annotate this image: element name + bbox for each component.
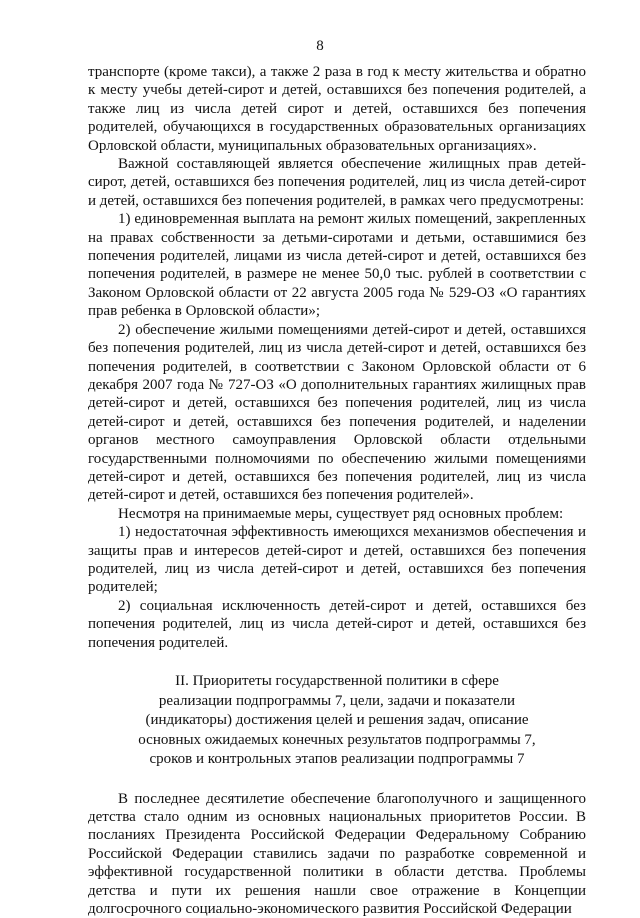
section-heading-line: сроков и контрольных этапов реализации подпрограммы 7 <box>88 750 586 770</box>
paragraph-problem-1: 1) недостаточная эффективность имеющихся механизмов обеспечения и защиты прав и интересов детей-сирот и детей, оставшихся без попечения родителей, лиц из числа детей-сирот и детей, оставшихся без попечения родителей; <box>88 523 586 597</box>
paragraph-problem-2: 2) социальная исключенность детей-сирот и детей, оставшихся без попечения родителей, лиц из числа детей-сирот и детей, оставшихся без попечения родителей. <box>88 597 586 652</box>
paragraph-continuation: транспорте (кроме такси), а также 2 раза в год к месту жительства и обратно к месту учебы детей-сирот и детей, оставшихся без попечения родителей, а также лиц из числа детей сирот и детей, оставшихся без попечения родителей, обучающихся в государственных образовательных организациях Орловской области, муниципальных образовательных организациях». <box>88 63 586 155</box>
paragraph-problems-intro: Несмотря на принимаемые меры, существует ряд основных проблем: <box>88 505 586 523</box>
section-heading-line: (индикаторы) достижения целей и решения задач, описание <box>88 711 586 731</box>
section-heading-line: II. Приоритеты государственной политики в сфере <box>88 672 586 692</box>
paragraph-housing-rights: Важной составляющей является обеспечение жилищных прав детей-сирот, детей, оставшихся без попечения родителей, лиц из числа детей-сирот и детей, оставшихся без попечения родителей, в рамках чего предусмотрены: <box>88 155 586 210</box>
section-heading-line: основных ожидаемых конечных результатов подпрограммы 7, <box>88 731 586 751</box>
page-number: 8 <box>0 38 640 55</box>
page-content <box>88 63 586 918</box>
section-heading-line: реализации подпрограммы 7, цели, задачи и показатели <box>88 692 586 712</box>
paragraph-priorities: В последнее десятилетие обеспечение благополучного и защищенного детства стало одним из основных национальных приоритетов России. В посланиях Президента Российской Федерации Федеральному Собранию Российской Федерации ставились задачи по разработке современной и эффективной государственной политики в области детства. Проблемы детства и пути их решения нашли свое отражение в Концепции долгосрочного социально-экономического развития Российской Федерации <box>88 790 586 918</box>
paragraph-list-item-2: 2) обеспечение жилыми помещениями детей-сирот и детей, оставшихся без попечения родителей, лиц из числа детей-сирот и детей, оставшихся без попечения родителей, в соответствии с Законом Орловской области от 6 декабря 2007 года № 727-ОЗ «О дополнительных гарантиях жилищных прав детей-сирот и детей, оставшихся без попечения родителей, лиц из числа детей-сирот и детей, оставшихся без попечения родителей, и наделении органов местного самоуправления Орловской области отдельными государственными полномочиями по обеспечению жилыми помещениями детей-сирот и детей, оставшихся без попечения родителей, лиц из числа детей-сирот и детей, оставшихся без попечения родителей». <box>88 321 586 505</box>
paragraph-list-item-1: 1) единовременная выплата на ремонт жилых помещений, закрепленных на правах собственности за детьми-сиротами и детьми, оставшимися без попечения родителей, лицами из числа детей-сирот и детей, оставшихся без попечения родителей, в размере не менее 50,0 тыс. рублей в соответствии с Законом Орловской области от 22 августа 2005 года № 529-ОЗ «О гарантиях прав ребенка в Орловской области»; <box>88 210 586 320</box>
section-heading <box>88 672 586 770</box>
